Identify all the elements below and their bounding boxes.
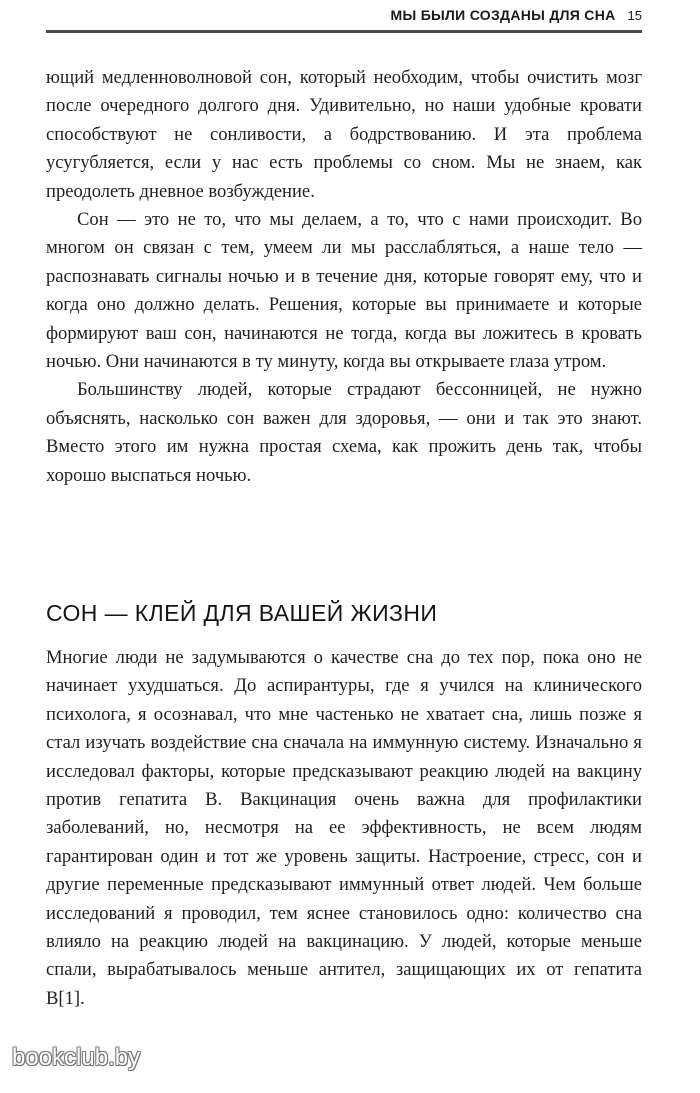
page-number: 15 — [627, 7, 642, 23]
running-header — [46, 0, 642, 33]
running-title: МЫ БЫЛИ СОЗДАНЫ ДЛЯ СНА — [390, 7, 616, 23]
body-text-section — [46, 644, 642, 1013]
paragraph: Большинству людей, которые страдают бессонницей, не нужно объяснять, насколько сон важен для здоровья, — они и так это знают. Вместо этого им нужна простая схема, как прожить день так, чтобы хорошо выспаться ночью. — [46, 379, 642, 486]
body-text-top — [46, 64, 642, 490]
paragraph: Многие люди не задумываются о качестве сна до тех пор, пока оно не начинает ухудшаться. До аспирантуры, где я учился на клинического психолога, я осознавал, что мне частенько не хватает сна, лишь позже я стал изучать воздействие сна сначала на иммунную систему. Изначально я исследовал факторы, которые предсказывают реакцию людей на вакцину против гепатита B. Вакцинация очень важна для профилактики заболеваний, но, несмотря на ее эффективность, не всем людям гарантирован один и тот же уровень защиты. Настроение, стресс, сон и другие переменные предсказывают иммунный ответ людей. Чем больше исследований я проводил, тем яснее становилось одно: количество сна влияло на реакцию людей на вакцинацию. У людей, которые меньше спали, вырабатывалось меньше антител, защищающих их от гепатита B[1]. — [46, 647, 642, 1009]
paragraph-continued: ющий медленноволновой сон, который необходим, чтобы очистить мозг после очередного долгого дня. Удивительно, но наши удобные кровати способствуют не сонливости, а бодрствованию. И эта проблема усугубляется, если у нас есть проблемы со сном. Мы не знаем, как преодолеть дневное возбуждение. — [46, 67, 642, 202]
section-heading: СОН — КЛЕЙ ДЛЯ ВАШЕЙ ЖИЗНИ — [46, 600, 438, 626]
watermark-logo: bookclub.by — [12, 1044, 141, 1071]
paragraph: Сон — это не то, что мы делаем, а то, что с нами происходит. Во многом он связан с тем, умеем ли мы расслабляться, а наше тело — распознавать сигналы ночью и в течение дня, которые говорят ему, что и когда оно должно делать. Решения, которые вы принимаете и которые формируют ваш сон, начинаются не тогда, когда вы ложитесь в кровать ночью. Они начинаются в ту минуту, когда вы открываете глаза утром. — [46, 209, 642, 373]
